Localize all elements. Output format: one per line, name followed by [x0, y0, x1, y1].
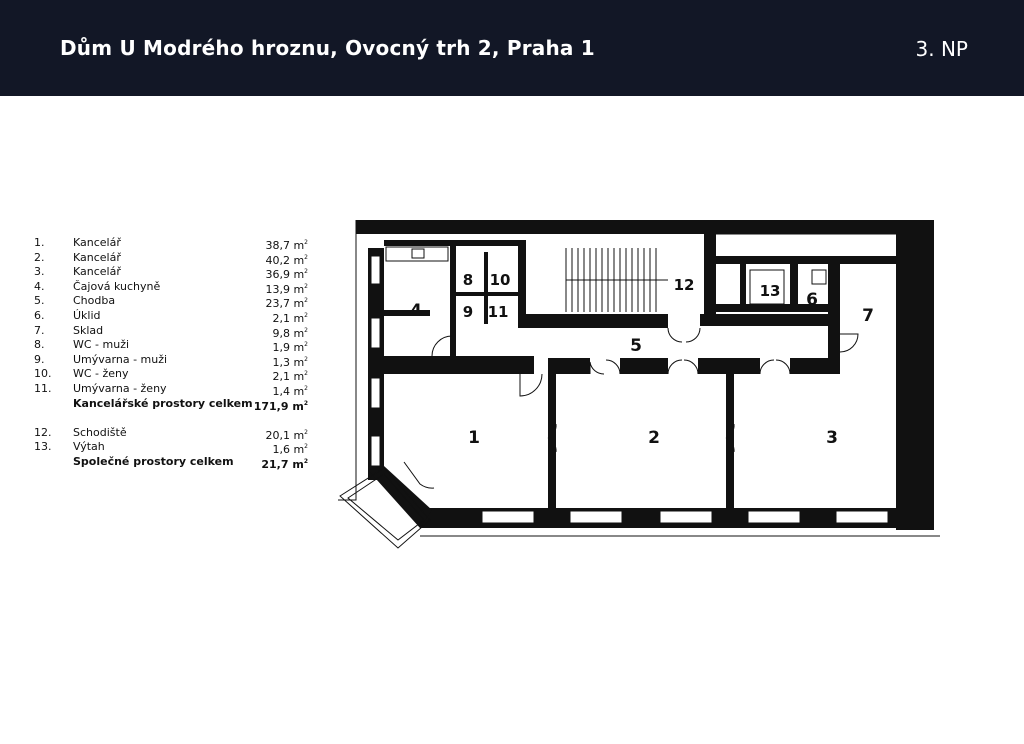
wall-segment: [384, 240, 526, 246]
room-label-7: 7: [862, 306, 874, 326]
legend-area-value: 2,1: [272, 370, 290, 384]
outline: [338, 220, 356, 500]
legend-total-common: [34, 455, 314, 470]
area-unit-exp: 2: [304, 341, 308, 349]
room-label-12: 12: [673, 276, 695, 294]
area-unit: m: [292, 399, 304, 413]
legend-num: 1.: [34, 236, 45, 249]
window: [371, 318, 380, 348]
window: [836, 511, 888, 523]
wall-segment: [698, 358, 760, 374]
legend-area-value: 38,7: [265, 239, 290, 252]
plan-details: [338, 220, 940, 548]
legend-name: Kancelář: [73, 236, 121, 249]
legend-num: 2.: [34, 250, 45, 264]
room-label-13: 13: [759, 282, 781, 300]
legend-total-office: [34, 397, 314, 412]
room-label-2: 2: [648, 428, 660, 448]
area-unit-exp: 2: [304, 326, 308, 334]
area-unit-exp: 2: [304, 239, 308, 246]
wall-segment: [548, 358, 590, 374]
room-label-9: 9: [462, 303, 474, 321]
room-label-4: 4: [410, 301, 422, 321]
legend-row: [34, 338, 314, 353]
wall-segment: [790, 358, 840, 374]
room-label-5: 5: [630, 336, 642, 356]
cleaning-sink: [812, 270, 826, 284]
wall-segment: [384, 356, 534, 374]
legend-num: 7.: [34, 323, 45, 337]
room-label-1: 1: [468, 428, 480, 448]
legend-name: Umývarna - ženy: [73, 381, 167, 395]
area-unit-exp: 2: [304, 297, 308, 305]
wall-segment: [700, 314, 840, 326]
legend-name: Umývarna - muži: [73, 352, 168, 366]
legend-area-value: 21,7: [261, 457, 289, 471]
area-unit-exp: 2: [304, 355, 308, 363]
legend-row: [34, 280, 314, 295]
legend-name: Schodiště: [73, 425, 127, 439]
area-unit-exp: 2: [303, 399, 308, 407]
area-unit: m: [292, 457, 304, 471]
kitchen-sink: [412, 249, 424, 258]
legend-row: [34, 353, 314, 368]
legend-area-value: 1,3: [272, 355, 290, 369]
room-label-8: 8: [462, 271, 474, 289]
room-label-6: 6: [806, 290, 818, 310]
legend-num: 10.: [34, 367, 52, 381]
legend-name: Výtah: [73, 440, 105, 454]
wall-segment: [518, 314, 668, 328]
legend-area-value: 171,9: [253, 399, 289, 413]
wall-segment: [716, 256, 840, 264]
window: [748, 511, 800, 523]
legend-row: [34, 294, 314, 309]
window: [570, 511, 622, 523]
legend-row: [34, 265, 314, 280]
legend-total-label: Společné prostory celkem: [73, 454, 234, 468]
door-swing: [520, 374, 542, 396]
wall-partition: [704, 234, 716, 326]
page-title: Dům U Modrého hroznu, Ovocný trh 2, Praha 1: [60, 36, 595, 60]
legend-row: [34, 382, 314, 397]
legend-name: Sklad: [73, 323, 104, 337]
legend-area-value: 1,4: [272, 384, 290, 398]
legend-area-value: 1,6: [272, 443, 290, 457]
door-swing: [668, 328, 700, 342]
area-unit-exp: 2: [304, 370, 308, 378]
legend-area-value: 36,9: [265, 268, 290, 282]
wall-segment: [840, 256, 896, 264]
floor-label: 3. NP: [915, 37, 968, 61]
legend-name: WC - muži: [73, 338, 130, 352]
legend-area-value: 2,1: [272, 311, 290, 325]
legend-name: Kancelář: [73, 250, 121, 264]
legend-area: [261, 455, 308, 473]
room-legend: [34, 236, 314, 470]
legend-num: 5.: [34, 294, 45, 308]
wall-segment: [384, 310, 430, 316]
legend-row: [34, 309, 314, 324]
plan-walls: [356, 220, 934, 530]
legend-row: [34, 251, 314, 266]
area-unit-exp: 2: [304, 253, 308, 261]
door-swing: [590, 360, 620, 374]
area-unit: m: [293, 326, 305, 340]
wall-top: [356, 220, 934, 234]
wall-partition: [828, 256, 840, 360]
legend-row: [34, 426, 314, 441]
door-swing: [432, 336, 452, 356]
legend-area-value: 9,8: [272, 326, 290, 340]
area-unit: m: [293, 311, 305, 325]
legend-area: [254, 397, 308, 415]
legend-name: Kancelář: [73, 265, 121, 279]
area-unit: m: [293, 282, 305, 296]
area-unit-exp: 2: [304, 384, 308, 392]
legend-num: 11.: [34, 381, 52, 395]
window: [371, 256, 380, 284]
legend-row: [34, 324, 314, 339]
area-unit: m: [293, 253, 305, 267]
header-bar: [0, 0, 1024, 96]
legend-total-label: Kancelářské prostory celkem: [73, 396, 253, 410]
legend-num: 3.: [34, 265, 45, 279]
wall-partition: [740, 264, 746, 308]
legend-area-value: 13,9: [265, 282, 290, 296]
door-swing: [404, 462, 434, 488]
area-unit-exp: 2: [304, 428, 308, 436]
area-unit: m: [293, 268, 305, 282]
legend-name: WC - ženy: [73, 367, 129, 381]
area-unit: m: [293, 370, 305, 384]
legend-row: [34, 367, 314, 382]
wall-segment: [620, 358, 668, 374]
legend-num: 8.: [34, 338, 45, 352]
window: [371, 378, 380, 408]
legend-name: Úklid: [73, 308, 101, 322]
area-unit-exp: 2: [304, 268, 308, 276]
legend-area-value: 40,2: [265, 253, 290, 267]
door-swing: [668, 360, 698, 374]
area-unit-exp: 2: [304, 282, 308, 290]
room-label-11: 11: [487, 303, 509, 321]
legend-name: Chodba: [73, 294, 116, 308]
area-unit: m: [293, 239, 305, 252]
area-unit: m: [293, 428, 305, 442]
legend-area-value: 1,9: [272, 341, 290, 355]
legend-area-value: 23,7: [265, 297, 290, 311]
room-label-3: 3: [826, 428, 838, 448]
wall-partition: [518, 246, 526, 328]
window: [660, 511, 712, 523]
legend-area-value: 20,1: [265, 428, 290, 442]
area-unit-exp: 2: [304, 311, 308, 319]
window: [371, 436, 380, 466]
window: [482, 511, 534, 523]
area-unit-exp: 2: [304, 443, 308, 451]
legend-num: 6.: [34, 308, 45, 322]
legend-row: [34, 440, 314, 455]
legend-num: 13.: [34, 440, 52, 454]
area-unit: m: [293, 384, 305, 398]
floor-plan: [330, 210, 940, 550]
staircase: [566, 248, 668, 312]
legend-num: 12.: [34, 425, 52, 439]
area-unit: m: [293, 297, 305, 311]
legend-row: [34, 236, 314, 251]
area-unit: m: [293, 443, 305, 457]
wall-partition: [450, 246, 456, 356]
door-swing: [760, 360, 790, 374]
legend-name: Čajová kuchyně: [73, 279, 161, 293]
area-unit: m: [293, 355, 305, 369]
area-unit-exp: 2: [303, 457, 308, 465]
area-unit: m: [293, 341, 305, 355]
room-label-10: 10: [489, 271, 511, 289]
door-swing: [840, 334, 858, 352]
legend-num: 4.: [34, 279, 45, 293]
wall-partition: [790, 264, 798, 308]
legend-num: 9.: [34, 352, 45, 366]
wall-right: [896, 220, 934, 530]
